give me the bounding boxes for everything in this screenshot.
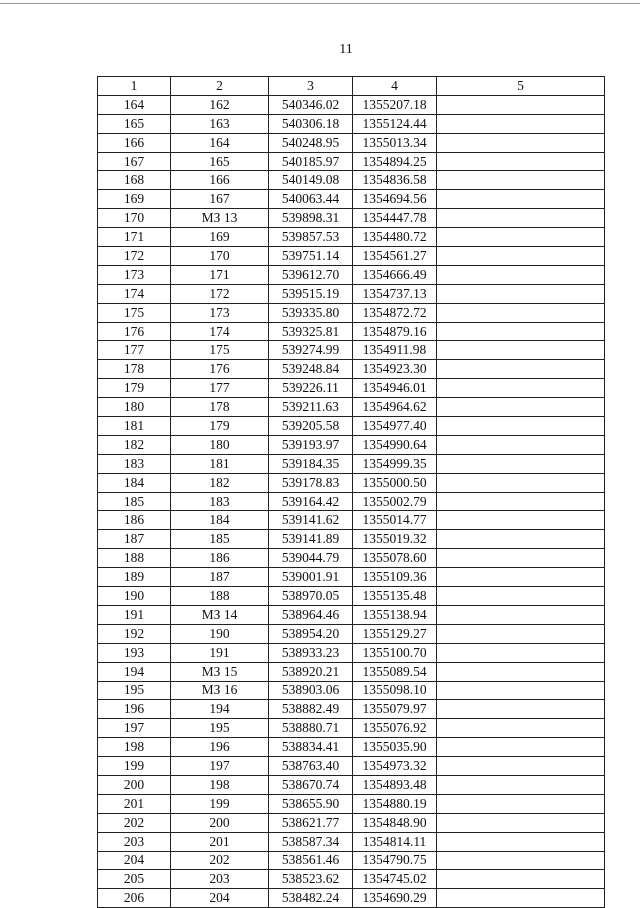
y-coordinate-cell: 1354447.78 [353,209,437,228]
ref-point-cell: 187 [171,568,269,587]
note-cell [437,511,605,530]
point-number-cell: 189 [98,568,171,587]
point-number-cell: 184 [98,473,171,492]
table-row [98,133,605,152]
note-cell [437,265,605,284]
point-number-cell: 165 [98,114,171,133]
table-row [98,681,605,700]
point-number-cell: 173 [98,265,171,284]
table-row [98,473,605,492]
table-row [98,832,605,851]
table-row [98,398,605,417]
point-number-cell: 175 [98,303,171,322]
y-coordinate-cell: 1355014.77 [353,511,437,530]
ref-point-cell: 201 [171,832,269,851]
x-coordinate-cell: 539898.31 [269,209,353,228]
ref-point-cell: 163 [171,114,269,133]
ref-point-cell: 185 [171,530,269,549]
x-coordinate-cell: 538920.21 [269,662,353,681]
table-row [98,435,605,454]
y-coordinate-cell: 1355079.97 [353,700,437,719]
point-number-cell: 202 [98,813,171,832]
table-row [98,794,605,813]
note-cell [437,681,605,700]
x-coordinate-cell: 539211.63 [269,398,353,417]
ref-point-cell: 171 [171,265,269,284]
point-number-cell: 182 [98,435,171,454]
point-number-cell: 192 [98,624,171,643]
header-row [98,77,605,96]
table-row [98,417,605,436]
x-coordinate-cell: 539044.79 [269,549,353,568]
table-row [98,870,605,889]
y-coordinate-cell: 1354946.01 [353,379,437,398]
point-number-cell: 205 [98,870,171,889]
note-cell [437,738,605,757]
point-number-cell: 179 [98,379,171,398]
note-cell [437,870,605,889]
x-coordinate-cell: 538523.62 [269,870,353,889]
ref-point-cell: 181 [171,454,269,473]
x-coordinate-cell: 538655.90 [269,794,353,813]
y-coordinate-cell: 1354999.35 [353,454,437,473]
note-cell [437,492,605,511]
point-number-cell: 176 [98,322,171,341]
point-number-cell: 203 [98,832,171,851]
point-number-cell: 204 [98,851,171,870]
point-number-cell: 167 [98,152,171,171]
x-coordinate-cell: 539857.53 [269,228,353,247]
x-coordinate-cell: 538964.46 [269,605,353,624]
note-cell [437,549,605,568]
y-coordinate-cell: 1355089.54 [353,662,437,681]
column-header-1: 1 [98,77,171,96]
note-cell [437,190,605,209]
y-coordinate-cell: 1354893.48 [353,775,437,794]
ref-point-cell: 165 [171,152,269,171]
x-coordinate-cell: 540185.97 [269,152,353,171]
ref-point-cell: 170 [171,247,269,266]
y-coordinate-cell: 1355109.36 [353,568,437,587]
table-row [98,719,605,738]
table-row [98,341,605,360]
ref-point-cell: МЗ 15 [171,662,269,681]
table-row [98,284,605,303]
ref-point-cell: 178 [171,398,269,417]
x-coordinate-cell: 539226.11 [269,379,353,398]
note-cell [437,530,605,549]
x-coordinate-cell: 538561.46 [269,851,353,870]
note-cell [437,398,605,417]
y-coordinate-cell: 1355098.10 [353,681,437,700]
y-coordinate-cell: 1354790.75 [353,851,437,870]
point-number-cell: 186 [98,511,171,530]
x-coordinate-cell: 539141.89 [269,530,353,549]
x-coordinate-cell: 539184.35 [269,454,353,473]
table-row [98,813,605,832]
x-coordinate-cell: 538970.05 [269,587,353,606]
table-row [98,530,605,549]
point-number-cell: 198 [98,738,171,757]
x-coordinate-cell: 539141.62 [269,511,353,530]
table-row [98,303,605,322]
note-cell [437,303,605,322]
ref-point-cell: 198 [171,775,269,794]
point-number-cell: 178 [98,360,171,379]
x-coordinate-cell: 539248.84 [269,360,353,379]
table-row [98,738,605,757]
coordinates-table [97,76,605,908]
y-coordinate-cell: 1354964.62 [353,398,437,417]
x-coordinate-cell: 539335.80 [269,303,353,322]
table-row [98,209,605,228]
point-number-cell: 169 [98,190,171,209]
table-row [98,171,605,190]
point-number-cell: 181 [98,417,171,436]
ref-point-cell: 202 [171,851,269,870]
x-coordinate-cell: 539325.81 [269,322,353,341]
point-number-cell: 193 [98,643,171,662]
note-cell [437,247,605,266]
y-coordinate-cell: 1355129.27 [353,624,437,643]
y-coordinate-cell: 1355078.60 [353,549,437,568]
point-number-cell: 190 [98,587,171,606]
note-cell [437,360,605,379]
note-cell [437,719,605,738]
y-coordinate-cell: 1354990.64 [353,435,437,454]
table-row [98,152,605,171]
note-cell [437,284,605,303]
ref-point-cell: 183 [171,492,269,511]
y-coordinate-cell: 1355138.94 [353,605,437,624]
table-row [98,322,605,341]
y-coordinate-cell: 1355207.18 [353,95,437,114]
table-row [98,568,605,587]
note-cell [437,152,605,171]
table-row [98,511,605,530]
note-cell [437,851,605,870]
ref-point-cell: 194 [171,700,269,719]
x-coordinate-cell: 538933.23 [269,643,353,662]
y-coordinate-cell: 1355076.92 [353,719,437,738]
note-cell [437,662,605,681]
table-row [98,95,605,114]
x-coordinate-cell: 538834.41 [269,738,353,757]
point-number-cell: 170 [98,209,171,228]
x-coordinate-cell: 538587.34 [269,832,353,851]
table-row [98,605,605,624]
ref-point-cell: МЗ 13 [171,209,269,228]
ref-point-cell: 173 [171,303,269,322]
x-coordinate-cell: 539515.19 [269,284,353,303]
table-row [98,757,605,776]
x-coordinate-cell: 540346.02 [269,95,353,114]
y-coordinate-cell: 1354694.56 [353,190,437,209]
point-number-cell: 201 [98,794,171,813]
note-cell [437,587,605,606]
x-coordinate-cell: 539612.70 [269,265,353,284]
x-coordinate-cell: 538763.40 [269,757,353,776]
table-row [98,492,605,511]
column-header-5: 5 [437,77,605,96]
ref-point-cell: 188 [171,587,269,606]
x-coordinate-cell: 539001.91 [269,568,353,587]
ref-point-cell: 177 [171,379,269,398]
y-coordinate-cell: 1354690.29 [353,889,437,908]
y-coordinate-cell: 1354880.19 [353,794,437,813]
x-coordinate-cell: 538954.20 [269,624,353,643]
column-header-2: 2 [171,77,269,96]
x-coordinate-cell: 540149.08 [269,171,353,190]
note-cell [437,133,605,152]
note-cell [437,114,605,133]
note-cell [437,605,605,624]
x-coordinate-cell: 539193.97 [269,435,353,454]
ref-point-cell: 180 [171,435,269,454]
ref-point-cell: 169 [171,228,269,247]
y-coordinate-cell: 1355002.79 [353,492,437,511]
x-coordinate-cell: 538482.24 [269,889,353,908]
ref-point-cell: 162 [171,95,269,114]
x-coordinate-cell: 539164.42 [269,492,353,511]
table-row [98,624,605,643]
point-number-cell: 196 [98,700,171,719]
top-rule [0,3,640,4]
y-coordinate-cell: 1355100.70 [353,643,437,662]
x-coordinate-cell: 540306.18 [269,114,353,133]
table-row [98,265,605,284]
point-number-cell: 194 [98,662,171,681]
y-coordinate-cell: 1355035.90 [353,738,437,757]
table-row [98,247,605,266]
y-coordinate-cell: 1355124.44 [353,114,437,133]
y-coordinate-cell: 1354872.72 [353,303,437,322]
point-number-cell: 187 [98,530,171,549]
ref-point-cell: 176 [171,360,269,379]
table-row [98,700,605,719]
ref-point-cell: 197 [171,757,269,776]
point-number-cell: 171 [98,228,171,247]
note-cell [437,775,605,794]
note-cell [437,435,605,454]
x-coordinate-cell: 539274.99 [269,341,353,360]
table-row [98,114,605,133]
ref-point-cell: 166 [171,171,269,190]
ref-point-cell: 167 [171,190,269,209]
table-row [98,190,605,209]
y-coordinate-cell: 1355019.32 [353,530,437,549]
y-coordinate-cell: 1354848.90 [353,813,437,832]
column-header-4: 4 [353,77,437,96]
y-coordinate-cell: 1354737.13 [353,284,437,303]
point-number-cell: 180 [98,398,171,417]
table-row [98,454,605,473]
ref-point-cell: 174 [171,322,269,341]
ref-point-cell: МЗ 16 [171,681,269,700]
note-cell [437,171,605,190]
point-number-cell: 185 [98,492,171,511]
note-cell [437,757,605,776]
y-coordinate-cell: 1354973.32 [353,757,437,776]
ref-point-cell: 196 [171,738,269,757]
x-coordinate-cell: 538880.71 [269,719,353,738]
ref-point-cell: 204 [171,889,269,908]
note-cell [437,813,605,832]
ref-point-cell: 184 [171,511,269,530]
y-coordinate-cell: 1354836.58 [353,171,437,190]
x-coordinate-cell: 538621.77 [269,813,353,832]
table-row [98,360,605,379]
note-cell [437,643,605,662]
point-number-cell: 191 [98,605,171,624]
table-row [98,851,605,870]
y-coordinate-cell: 1354879.16 [353,322,437,341]
note-cell [437,209,605,228]
x-coordinate-cell: 539205.58 [269,417,353,436]
table-row [98,643,605,662]
point-number-cell: 183 [98,454,171,473]
note-cell [437,794,605,813]
note-cell [437,624,605,643]
table-row [98,662,605,681]
note-cell [437,832,605,851]
y-coordinate-cell: 1354911.98 [353,341,437,360]
y-coordinate-cell: 1354561.27 [353,247,437,266]
point-number-cell: 177 [98,341,171,360]
ref-point-cell: 203 [171,870,269,889]
note-cell [437,417,605,436]
point-number-cell: 206 [98,889,171,908]
page-number: 11 [339,42,353,57]
y-coordinate-cell: 1354977.40 [353,417,437,436]
y-coordinate-cell: 1354480.72 [353,228,437,247]
point-number-cell: 166 [98,133,171,152]
point-number-cell: 164 [98,95,171,114]
x-coordinate-cell: 538670.74 [269,775,353,794]
point-number-cell: 200 [98,775,171,794]
note-cell [437,700,605,719]
x-coordinate-cell: 540063.44 [269,190,353,209]
x-coordinate-cell: 538903.06 [269,681,353,700]
table-row [98,549,605,568]
x-coordinate-cell: 538882.49 [269,700,353,719]
ref-point-cell: 182 [171,473,269,492]
ref-point-cell: 191 [171,643,269,662]
ref-point-cell: 175 [171,341,269,360]
point-number-cell: 172 [98,247,171,266]
y-coordinate-cell: 1354745.02 [353,870,437,889]
ref-point-cell: 186 [171,549,269,568]
ref-point-cell: 195 [171,719,269,738]
x-coordinate-cell: 539751.14 [269,247,353,266]
note-cell [437,379,605,398]
y-coordinate-cell: 1354814.11 [353,832,437,851]
table-row [98,775,605,794]
note-cell [437,568,605,587]
y-coordinate-cell: 1354894.25 [353,152,437,171]
note-cell [437,228,605,247]
ref-point-cell: 200 [171,813,269,832]
point-number-cell: 199 [98,757,171,776]
note-cell [437,454,605,473]
y-coordinate-cell: 1354923.30 [353,360,437,379]
table-body [98,95,605,907]
y-coordinate-cell: 1355000.50 [353,473,437,492]
x-coordinate-cell: 540248.95 [269,133,353,152]
y-coordinate-cell: 1355013.34 [353,133,437,152]
point-number-cell: 195 [98,681,171,700]
note-cell [437,322,605,341]
x-coordinate-cell: 539178.83 [269,473,353,492]
ref-point-cell: 190 [171,624,269,643]
ref-point-cell: 164 [171,133,269,152]
ref-point-cell: 179 [171,417,269,436]
table-row [98,587,605,606]
ref-point-cell: 199 [171,794,269,813]
note-cell [437,473,605,492]
note-cell [437,341,605,360]
point-number-cell: 168 [98,171,171,190]
column-header-3: 3 [269,77,353,96]
note-cell [437,95,605,114]
y-coordinate-cell: 1355135.48 [353,587,437,606]
point-number-cell: 188 [98,549,171,568]
y-coordinate-cell: 1354666.49 [353,265,437,284]
table-row [98,379,605,398]
table-row [98,228,605,247]
ref-point-cell: МЗ 14 [171,605,269,624]
ref-point-cell: 172 [171,284,269,303]
point-number-cell: 197 [98,719,171,738]
point-number-cell: 174 [98,284,171,303]
